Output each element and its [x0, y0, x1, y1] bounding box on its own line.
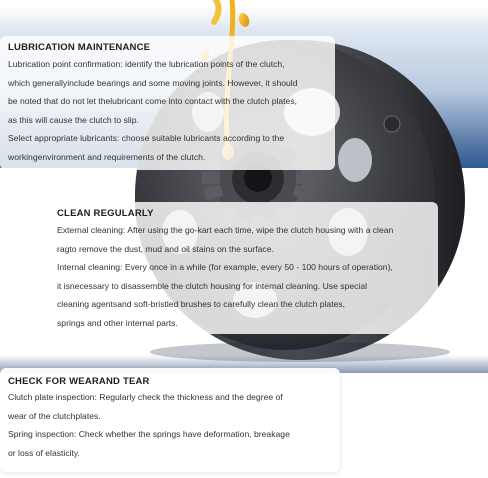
clean-panel	[49, 202, 438, 334]
clean-text-line: it isnecessary to disassemble the clutch housing for internal cleaning. Use special	[57, 280, 368, 291]
oil-drop	[237, 12, 251, 29]
wear-text-line: Clutch plate inspection: Regularly check the thickness and the degree of	[8, 392, 283, 402]
wear-text-line: wear of the clutchplates.	[8, 410, 101, 421]
clean-text-line: cleaning agentsand soft-bristled brushes to carefully clean the clutch plates,	[57, 299, 346, 310]
wear-text-line: Spring inspection: Check whether the springs have deformation, breakage	[8, 429, 290, 440]
clean-title: CLEAN REGULARLY	[57, 208, 154, 219]
clean-text-line: ragto remove the dust, mud and oil stains on the surface.	[57, 243, 274, 254]
lubrication-title: LUBRICATION MAINTENANCE	[8, 42, 151, 53]
lubrication-text-line: as this will cause the clutch to slip.	[8, 114, 139, 125]
clean-text-line: Internal cleaning: Every once in a while (for example, every 50 - 100 hours of operation),	[57, 262, 393, 273]
lubrication-text-line: Lubrication point confirmation: identify the lubrication points of the clutch,	[8, 59, 285, 69]
wear-title: CHECK FOR WEARAND TEAR	[8, 376, 150, 387]
lubrication-panel	[0, 36, 335, 170]
drum-hole	[338, 138, 372, 182]
lubrication-text-line: be noted that do not let thelubricant come into contact with the clutch plates,	[8, 96, 298, 107]
lubrication-text-line: Select appropriate lubricants: choose suitable lubricants according to the	[8, 133, 285, 144]
lubrication-text-line: workingenvironment and requirements of the clutch.	[8, 151, 206, 162]
wear-text-line: or loss of elasticity.	[8, 447, 80, 458]
set-screw	[384, 116, 400, 132]
lubrication-text-line: which generallyinclude bearings and some moving joints. However, it should	[8, 77, 298, 88]
clean-text-line: springs and other internal parts.	[57, 317, 178, 328]
wear-panel	[0, 368, 340, 472]
clean-text-line: External cleaning: After using the go-kart each time, wipe the clutch housing with a clean	[57, 225, 394, 235]
